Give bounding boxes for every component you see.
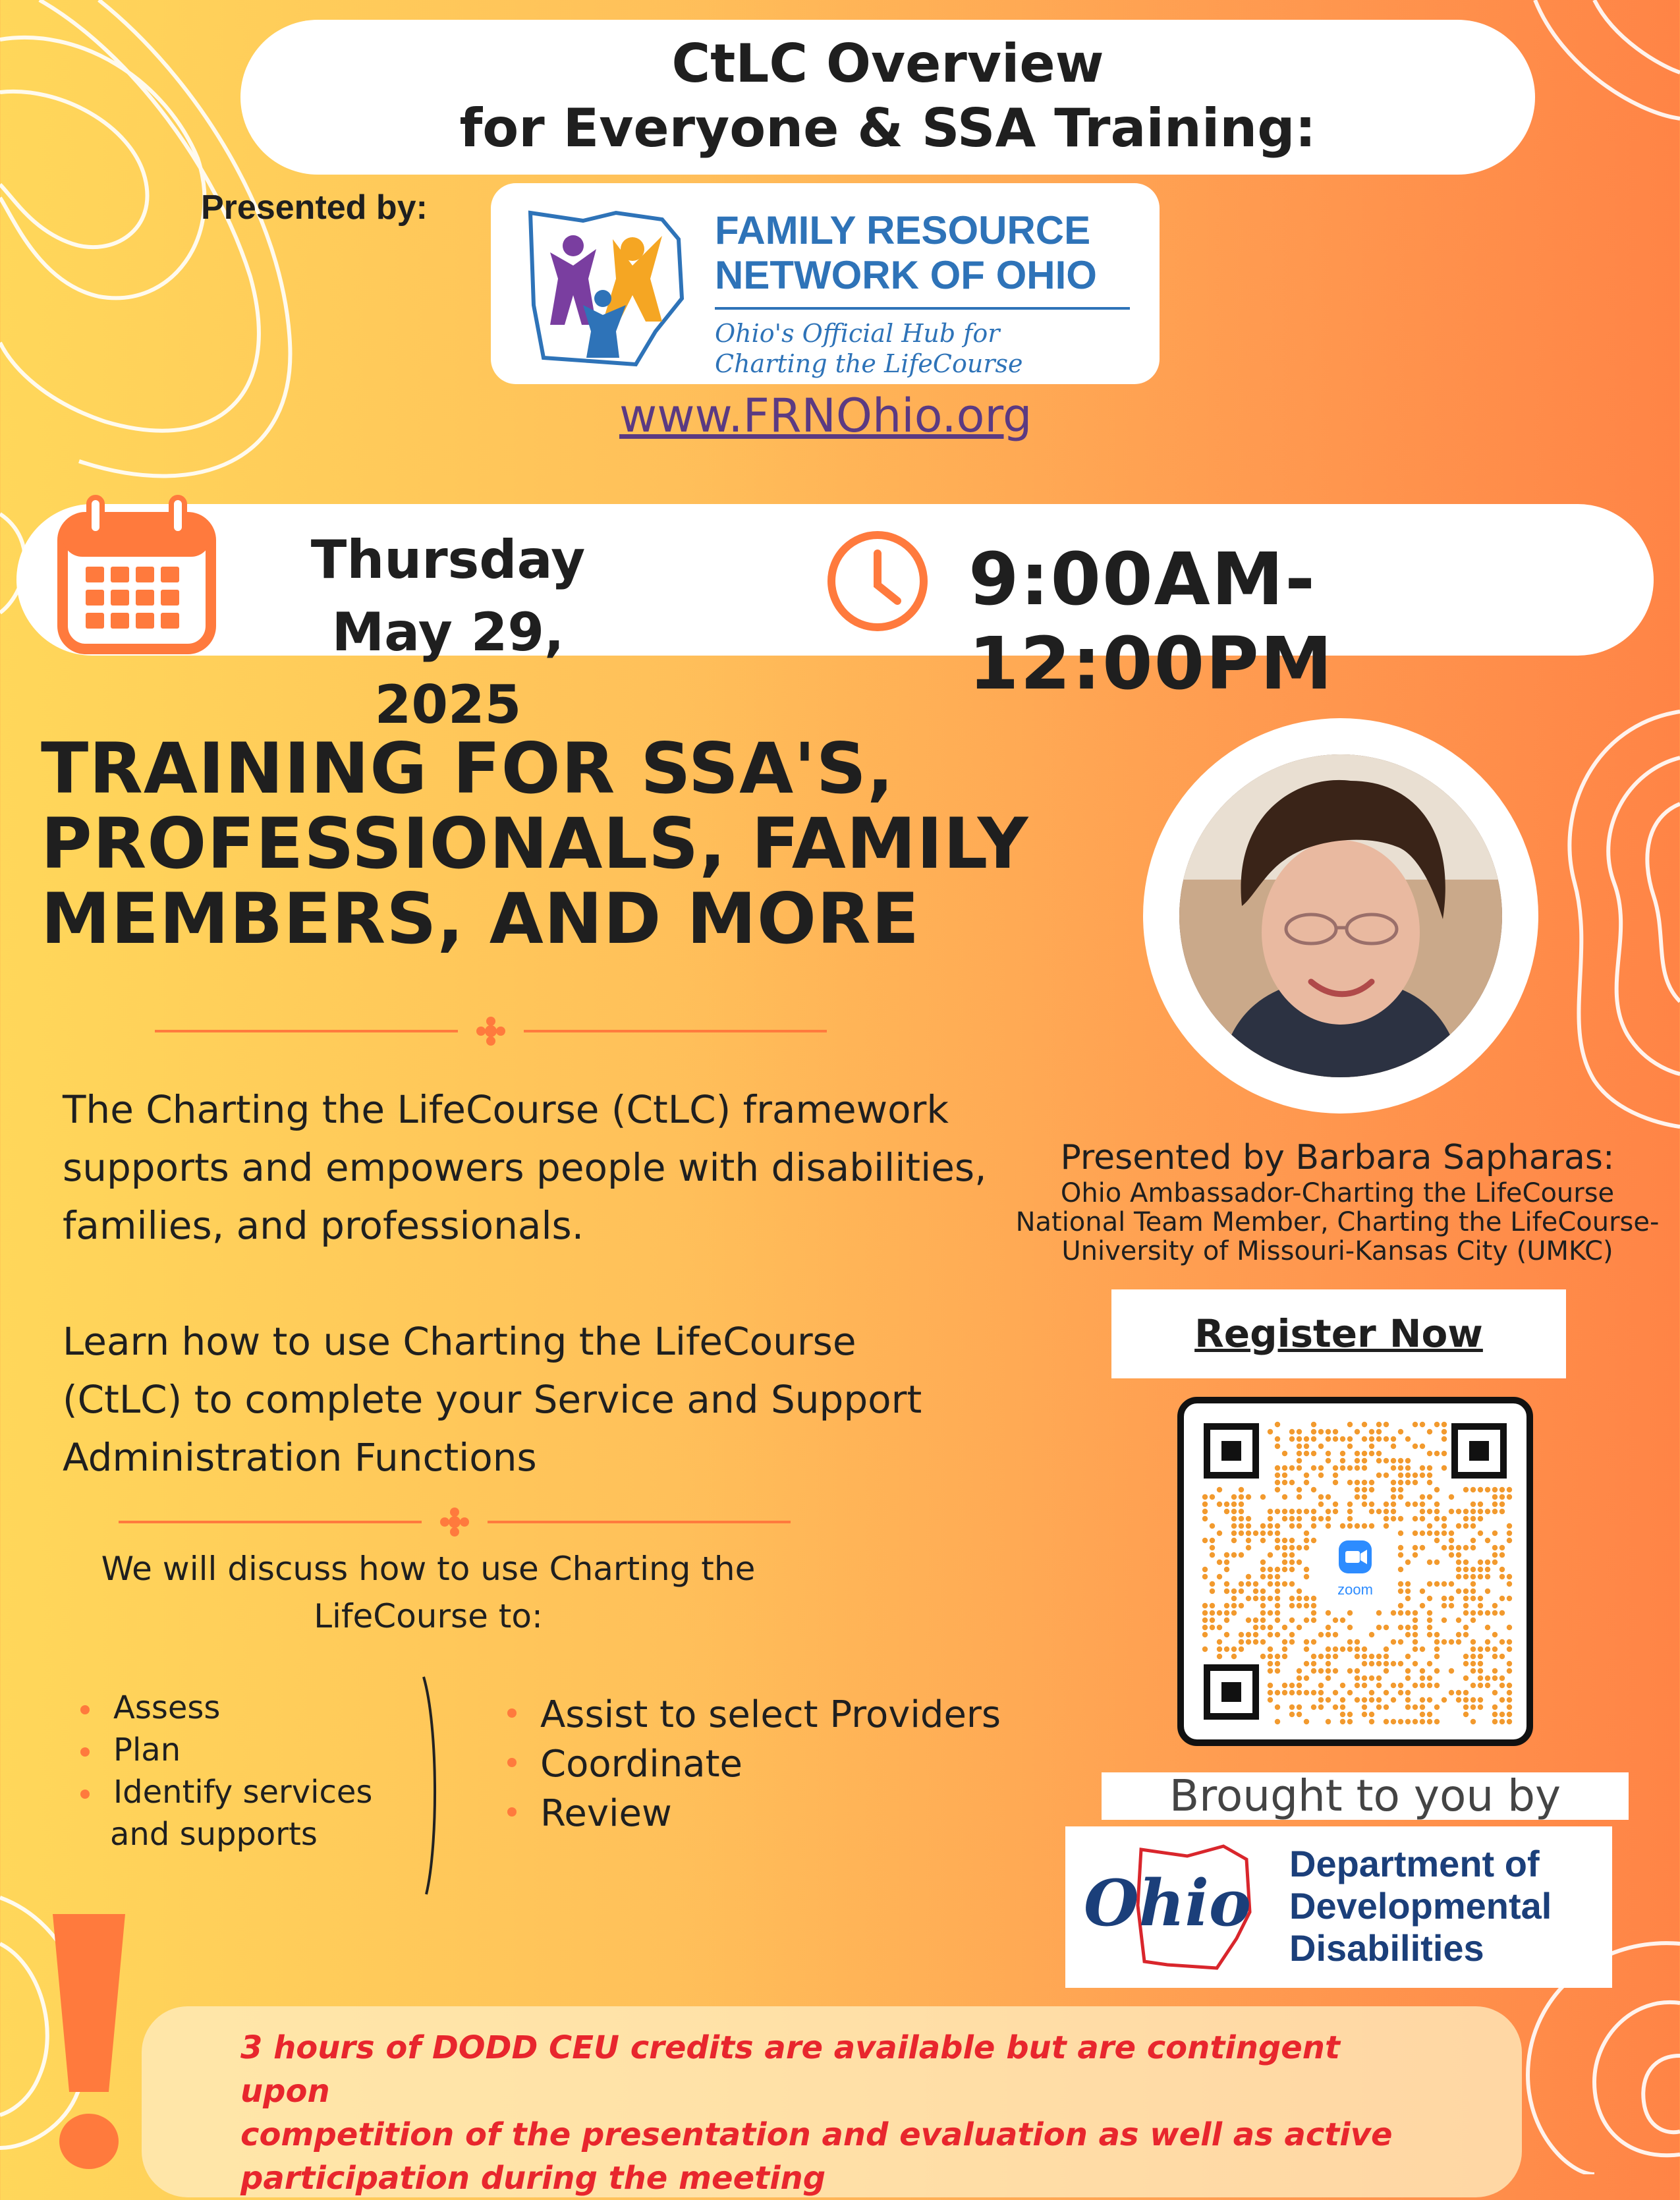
presenter-info xyxy=(942,1137,1680,1266)
list-separator-bracket xyxy=(418,1674,445,1898)
list-item-continuation: and supports xyxy=(110,1816,318,1853)
qr-code-graphic xyxy=(1184,1403,1526,1739)
event-date xyxy=(273,524,623,741)
dodd-name-line-2: Developmental xyxy=(1289,1885,1552,1927)
frn-tagline-line-1: Ohio's Official Hub for xyxy=(715,319,1000,348)
presented-by-label: Presented by: xyxy=(201,188,428,227)
exclamation-icon xyxy=(46,1914,132,2171)
presenter-role-1: Ohio Ambassador-Charting the LifeCourse xyxy=(1060,1178,1615,1208)
frn-tagline-line-2: Charting the LifeCourse xyxy=(715,349,1023,378)
learn-line-1: Learn how to use Charting the LifeCourse xyxy=(63,1319,856,1364)
headline-line-2: PROFESSIONALS, FAMILY xyxy=(41,803,1029,884)
frn-website-link[interactable]: www.FRNOhio.org xyxy=(619,389,1032,443)
event-time: 9:00AM-12:00PM xyxy=(968,537,1334,706)
title-banner xyxy=(240,20,1535,175)
zoom-logo-text: zoom xyxy=(1337,1581,1373,1598)
credits-line-1: 3 hours of DODD CEU credits are available but are contingent upon xyxy=(240,2029,1340,2110)
frn-tagline xyxy=(715,318,1023,379)
learn-paragraph xyxy=(63,1312,998,1486)
list-item: Assess xyxy=(80,1687,423,1729)
ceu-credits-notice xyxy=(240,2026,1426,2200)
dodd-name-line-1: Department of xyxy=(1289,1843,1540,1884)
ohio-script-text: Ohio xyxy=(1084,1866,1251,1940)
topics-list-right xyxy=(507,1690,1034,1838)
presenter-role-3: University of Missouri-Kansas City (UMKC) xyxy=(1061,1236,1613,1266)
discuss-line-2: LifeCourse to: xyxy=(314,1597,543,1635)
intro-line-2: supports and empowers people with disabilities, xyxy=(63,1145,987,1190)
ornament-divider-bottom xyxy=(119,1506,791,1538)
intro-paragraph xyxy=(63,1081,998,1255)
credits-line-3: participation during the meeting xyxy=(240,2160,826,2197)
dodd-name-line-3: Disabilities xyxy=(1289,1927,1484,1969)
learn-line-3: Administration Functions xyxy=(63,1435,537,1480)
headline-line-1: TRAINING FOR SSA'S, xyxy=(41,728,895,809)
discuss-line-1: We will discuss how to use Charting the xyxy=(101,1550,756,1588)
list-item: Plan xyxy=(80,1729,423,1771)
list-item: Identify services xyxy=(80,1771,423,1813)
topics-list-left xyxy=(80,1687,423,1855)
presenter-photo xyxy=(1179,754,1502,1077)
dodd-logo-card xyxy=(1065,1826,1612,1988)
event-date-value: May 29, 2025 xyxy=(331,602,565,735)
brought-to-you-label: Brought to you by xyxy=(1102,1772,1629,1820)
presenter-name: Presented by Barbara Sapharas: xyxy=(1060,1138,1615,1177)
list-item: Assist to select Providers xyxy=(507,1690,1034,1739)
headline-line-3: MEMBERS, AND MORE xyxy=(41,878,920,959)
ohio-state-logo-icon xyxy=(1082,1840,1279,1978)
dodd-name xyxy=(1289,1843,1552,1969)
ornament-divider-top xyxy=(155,1015,827,1048)
frn-family-logo-icon xyxy=(504,200,702,374)
frn-org-name xyxy=(715,208,1097,298)
register-qr-code[interactable] xyxy=(1177,1397,1533,1746)
list-item: Coordinate xyxy=(507,1739,1034,1789)
presenter-role-2: National Team Member, Charting the LifeCourse- xyxy=(1015,1207,1660,1237)
register-now-link[interactable]: Register Now xyxy=(1111,1289,1566,1378)
intro-line-1: The Charting the LifeCourse (CtLC) framework xyxy=(63,1087,949,1132)
title-line-2: for Everyone & SSA Training: xyxy=(459,98,1316,159)
clock-icon xyxy=(824,527,932,636)
frn-name-line-2: NETWORK OF OHIO xyxy=(715,253,1097,297)
intro-line-3: families, and professionals. xyxy=(63,1203,584,1248)
training-headline xyxy=(41,728,1108,959)
frn-name-line-1: FAMILY RESOURCE xyxy=(715,208,1091,252)
credits-line-2: competition of the presentation and evaluation as well as active xyxy=(240,2116,1393,2153)
event-day: Thursday xyxy=(310,529,586,590)
frn-divider xyxy=(715,307,1130,310)
title-line-1: CtLC Overview xyxy=(671,33,1104,94)
list-item: Review xyxy=(507,1789,1034,1838)
learn-line-2: (CtLC) to complete your Service and Support xyxy=(63,1377,922,1422)
discuss-intro xyxy=(99,1545,758,1640)
frn-logo-card xyxy=(491,183,1160,384)
calendar-icon xyxy=(56,491,217,656)
